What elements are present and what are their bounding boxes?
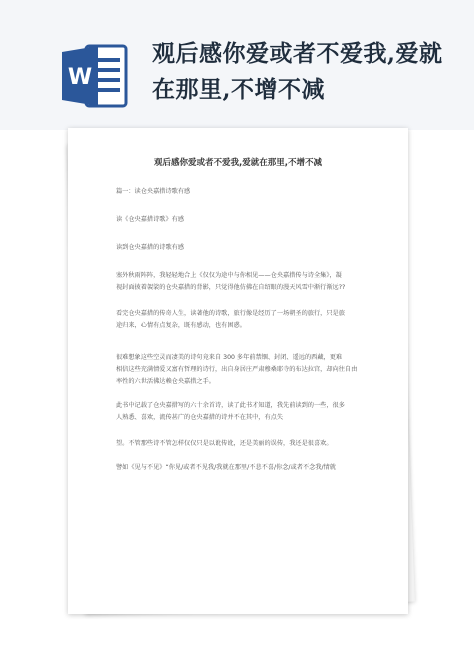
page-headline — [152, 36, 462, 108]
paragraph-line: 视封面披着袈裟的仓央嘉措的背影，只觉得他仿佛在自绍眼的漫天风雪中渐行渐远?? — [116, 284, 346, 291]
paragraph-line: 很难想象这些空灵而凄美的诗句竟来自 300 多年前禁锢、封闭、遥远的西藏，更难 — [116, 354, 343, 361]
paragraph-line: 此书中记载了仓央嘉措写的六十余首诗，读了此书才知道，我先前读到的一些，很多 — [116, 402, 345, 409]
paragraph-line: 途归来，心情有点复杂，既有感动，也有困惑。 — [116, 322, 246, 329]
section-heading-3: 读到仓央嘉措的诗歌有感 — [116, 244, 185, 251]
paragraph-line: 人熟悉、喜欢，流传甚广的仓央嘉措的诗并不在其中，有点失 — [116, 414, 284, 421]
paragraph-6: 譬如《见与不见》“你见/或者不见我/我就在那里/不悲不喜/你念/或者不念我/情就 — [116, 464, 336, 471]
paragraph-5: 望。不管那些诗不管怎样仅仅只是以讹传讹，还是美丽的误传，我还是很喜欢。 — [116, 440, 333, 447]
svg-text:W: W — [67, 65, 93, 90]
paragraph-line: 相信这些充满情爱又富有哲理的诗行，出自身居庄严肃穆桑耶寺的布达拉宫，却向往自由 — [116, 366, 358, 373]
document-page — [68, 128, 408, 614]
paragraph-line: 塞外秋雨阵阵，我轻轻地合上《仅仅为途中与你相见——仓央嘉措传与诗全集》，凝 — [116, 272, 342, 279]
paragraph-2 — [116, 308, 364, 332]
paragraph-1 — [116, 270, 364, 294]
headline-line-2: 在那里,不增不减 — [152, 76, 326, 103]
footer-area — [0, 620, 474, 669]
paragraph-line: 率性的六世活佛达赖仓央嘉措之手。 — [116, 378, 215, 385]
paragraph-line: 看完仓央嘉措的传奇人生，读著他的诗歌，旅行像是经历了一场朝圣的旅行，只是旅 — [116, 310, 345, 317]
word-logo-icon — [56, 38, 132, 114]
paragraph-3 — [116, 352, 364, 388]
document-title: 观后感你爱或者不爱我,爱就在那里,不增不减 — [154, 158, 322, 168]
headline-line-1: 观后感你爱或者不爱我,爱就 — [152, 40, 443, 67]
paragraph-4 — [116, 400, 364, 424]
section-heading-2: 读《仓央嘉措诗歌》有感 — [116, 216, 185, 223]
section-heading-1: 篇一：读仓央嘉措诗歌有感 — [116, 188, 191, 195]
